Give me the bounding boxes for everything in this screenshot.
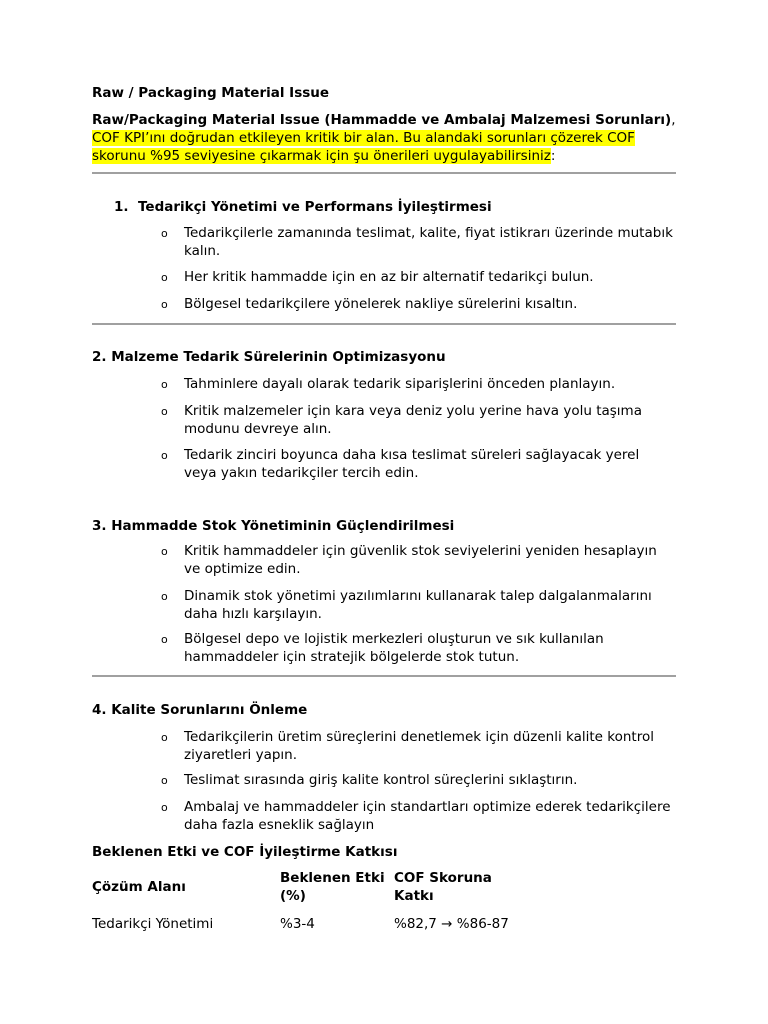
section-4-title: 4. Kalite Sorunlarını Önleme (92, 702, 308, 718)
bullet-icon: o (161, 271, 168, 284)
section-4-item-2: Teslimat sırasında giriş kalite kontrol süreçlerini sıklaştırın. (184, 772, 578, 788)
intro-bold-text: Raw/Packaging Material Issue (Hammadde ve Ambalaj Malzemesi Sorunları) (92, 112, 672, 128)
section-2-item-2: Kritik malzemeler için kara veya deniz yolu yerine hava yolu taşıma modunu devreye alın. (184, 403, 642, 437)
section-3-item-3: Bölgesel depo ve lojistik merkezleri oluşturun ve sık kullanılan hammaddeler için stratejik bölgelerde stok tutun. (184, 631, 604, 665)
section-1-item-3: Bölgesel tedarikçilere yönelerek nakliye sürelerini kısaltın. (184, 296, 578, 312)
section-1-title: Tedarikçi Yönetimi ve Performans İyileştirmesi (138, 199, 492, 215)
horizontal-rule (92, 323, 676, 325)
table-cell-cof-contribution: %82,7 → %86-87 (394, 916, 509, 932)
table-header-cof-contribution: COF Skoruna Katkı (394, 870, 492, 904)
bullet-icon: o (161, 298, 168, 311)
table-cell-solution-area: Tedarikçi Yönetimi (92, 916, 214, 932)
section-4-item-1: Tedarikçilerin üretim süreçlerini denetlemek için düzenli kalite kontrol ziyaretleri yapın. (184, 729, 654, 763)
section-1-item-1: Tedarikçilerle zamanında teslimat, kalite, fiyat istikrarı üzerinde mutabık kalın. (184, 225, 673, 259)
intro-highlighted-text: COF KPI’ını doğrudan etkileyen kritik bir alan. Bu alandaki sorunları çözerek COF skorunu %95 seviyesine çıkarmak için şu önerileri uygulayabilirsiniz (92, 130, 635, 164)
intro-end: : (550, 148, 556, 164)
horizontal-rule (92, 675, 676, 677)
bullet-icon: o (161, 378, 168, 391)
bullet-icon: o (161, 449, 168, 462)
table-header-expected-effect: Beklenen Etki (%) (280, 870, 385, 904)
table-title: Beklenen Etki ve COF İyileştirme Katkısı (92, 844, 398, 860)
section-1-number: 1. (114, 199, 129, 215)
document-title: Raw / Packaging Material Issue (92, 85, 330, 101)
table-cell-expected-effect: %3-4 (280, 916, 315, 932)
bullet-icon: o (161, 774, 168, 787)
bullet-icon: o (161, 731, 168, 744)
bullet-icon: o (161, 405, 168, 418)
horizontal-rule (92, 172, 676, 174)
table-header-solution-area: Çözüm Alanı (92, 879, 186, 895)
bullet-icon: o (161, 590, 168, 603)
section-3-item-1: Kritik hammaddeler için güvenlik stok seviyelerini yeniden hesaplayın ve optimize edin. (184, 543, 657, 577)
section-2-item-1: Tahminlere dayalı olarak tedarik siparişlerini önceden planlayın. (184, 376, 616, 392)
section-2-item-3: Tedarik zinciri boyunca daha kısa teslimat süreleri sağlayacak yerel veya yakın tedarikçiler tercih edin. (184, 447, 640, 481)
section-3-title: 3. Hammadde Stok Yönetiminin Güçlendirilmesi (92, 518, 455, 534)
intro-paragraph (92, 111, 682, 165)
intro-comma: , (671, 112, 676, 128)
bullet-icon: o (161, 545, 168, 558)
section-3-item-2: Dinamik stok yönetimi yazılımlarını kullanarak talep dalgalanmalarını daha hızlı karşılayın. (184, 588, 652, 622)
bullet-icon: o (161, 227, 168, 240)
bullet-icon: o (161, 801, 168, 814)
section-2-title: 2. Malzeme Tedarik Sürelerinin Optimizasyonu (92, 349, 446, 365)
section-1-item-2: Her kritik hammadde için en az bir alternatif tedarikçi bulun. (184, 269, 594, 285)
section-4-item-3: Ambalaj ve hammaddeler için standartları optimize ederek tedarikçilere daha fazla esneklik sağlayın (184, 799, 671, 833)
bullet-icon: o (161, 633, 168, 646)
